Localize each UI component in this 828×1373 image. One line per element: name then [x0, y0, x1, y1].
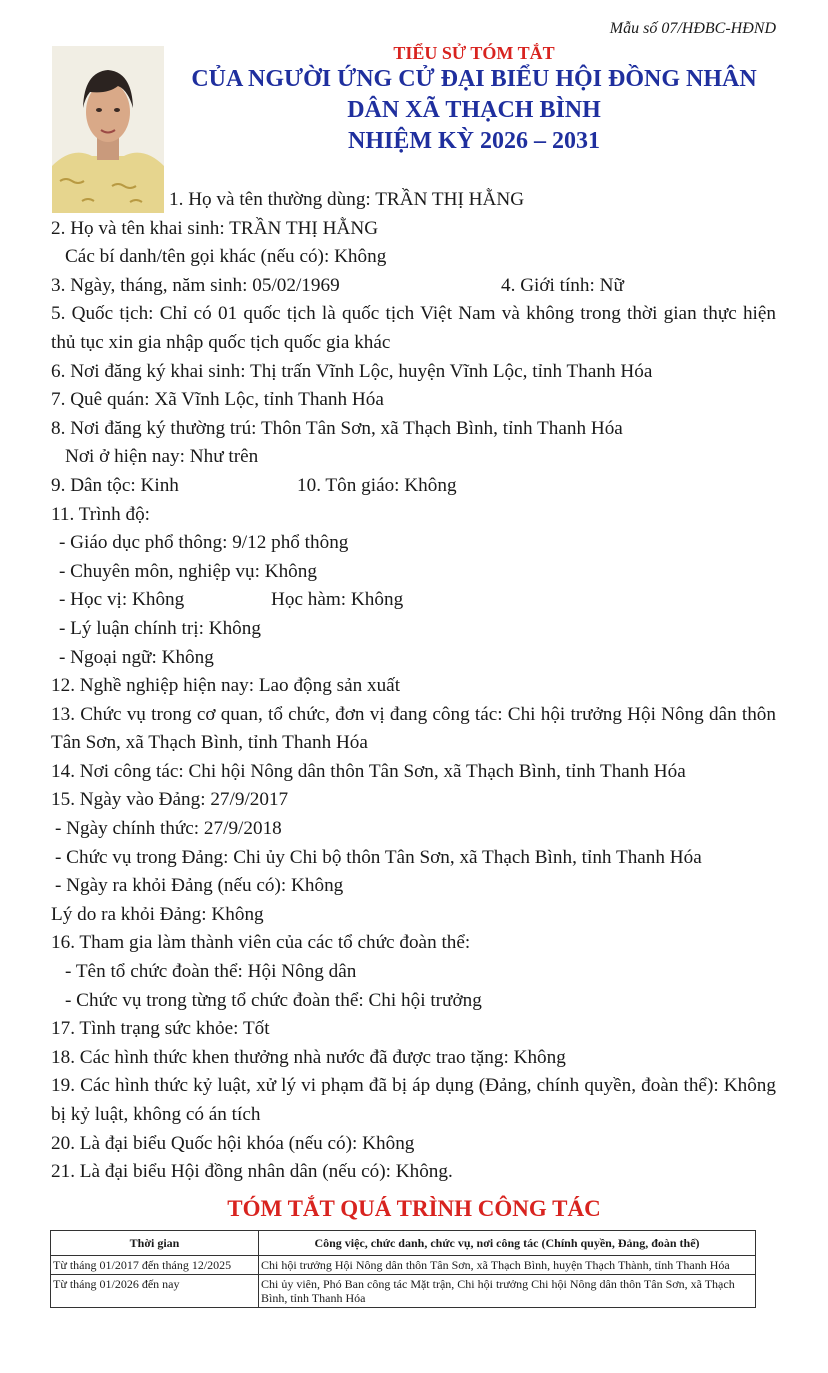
field-specialty: - Chuyên môn, nghiệp vụ: Không	[59, 560, 317, 582]
title-summary: TIỂU SỬ TÓM TẮT	[393, 43, 555, 63]
field-education: 11. Trình độ:	[51, 503, 150, 525]
field-peoples-council: 21. Là đại biểu Hội đồng nhân dân (nếu có): Không.	[51, 1161, 453, 1183]
field-organization-name: - Tên tổ chức đoàn thể: Hội Nông dân	[65, 961, 357, 983]
field-hometown: 7. Quê quán: Xã Vĩnh Lộc, tỉnh Thanh Hóa	[51, 389, 384, 411]
field-party-leave-reason: Lý do ra khỏi Đảng: Không	[51, 903, 264, 925]
column-header-job: Công việc, chức danh, chức vụ, nơi công tác (Chính quyền, Đảng, đoàn thể)	[259, 1231, 756, 1256]
field-party-official-date: - Ngày chính thức: 27/9/2018	[55, 818, 282, 840]
field-health: 17. Tình trạng sức khỏe: Tốt	[51, 1018, 270, 1040]
field-workplace: 14. Nơi công tác: Chi hội Nông dân thôn Tân Sơn, xã Thạch Bình, tỉnh Thanh Hóa	[51, 760, 686, 782]
field-permanent-residence: 8. Nơi đăng ký thường trú: Thôn Tân Sơn, xã Thạch Bình, tỉnh Thanh Hóa	[51, 417, 623, 439]
field-birth-name: 2. Họ và tên khai sinh: TRẦN THỊ HẰNG	[51, 217, 379, 239]
column-header-time: Thời gian	[51, 1231, 259, 1256]
field-dob-gender	[51, 272, 776, 301]
field-nationality: 5. Quốc tịch: Chỉ có 01 quốc tịch là quốc tịch Việt Nam và không trong thời gian thực hiện thủ tục xin gia nhập quốc tịch quốc gia khác	[51, 303, 776, 353]
field-common-name: 1. Họ và tên thường dùng: TRẦN THỊ HẰNG	[169, 189, 525, 210]
title-line-3: NHIỆM KỲ 2026 – 2031	[348, 128, 600, 154]
cell-job: Chi hội trưởng Hội Nông dân thôn Tân Sơn, xã Thạch Bình, huyện Thạch Thành, tỉnh Thanh Hóa	[259, 1256, 756, 1275]
field-religion: 10. Tôn giáo: Không	[297, 474, 457, 496]
field-gender: 4. Giới tính: Nữ	[501, 274, 624, 296]
field-dob: 3. Ngày, tháng, năm sinh: 05/02/1969	[51, 274, 340, 296]
field-current-residence: Nơi ở hiện nay: Như trên	[65, 446, 259, 468]
field-ethnicity-religion	[51, 472, 776, 501]
cell-time: Từ tháng 01/2017 đến tháng 12/2025	[51, 1256, 259, 1275]
field-degree: - Học vị: Không	[59, 589, 185, 611]
field-organizations: 16. Tham gia làm thành viên của các tổ chức đoàn thể:	[51, 932, 471, 954]
field-national-assembly: 20. Là đại biểu Quốc hội khóa (nếu có): Không	[51, 1132, 415, 1154]
field-foreign-language: - Ngoại ngữ: Không	[59, 646, 214, 668]
biography-fields	[51, 186, 776, 1187]
field-party-position: - Chức vụ trong Đảng: Chi ủy Chi bộ thôn Tân Sơn, xã Thạch Bình, tỉnh Thanh Hóa	[55, 846, 702, 868]
field-organization-role: - Chức vụ trong từng tổ chức đoàn thể: Chi hội trưởng	[65, 989, 482, 1011]
field-birth-registration: 6. Nơi đăng ký khai sinh: Thị trấn Vĩnh Lộc, huyện Vĩnh Lộc, tỉnh Thanh Hóa	[51, 360, 653, 382]
title-line-2: DÂN XÃ THẠCH BÌNH	[347, 97, 601, 123]
field-degree-title	[51, 586, 776, 615]
field-discipline: 19. Các hình thức kỷ luật, xử lý vi phạm đã bị áp dụng (Đảng, chính quyền, đoàn thể): Không bị kỷ luật, không có án tích	[51, 1075, 776, 1125]
field-awards: 18. Các hình thức khen thưởng nhà nước đã được trao tặng: Không	[51, 1046, 566, 1068]
field-ethnicity: 9. Dân tộc: Kinh	[51, 474, 179, 496]
document-title	[170, 42, 778, 157]
table-row	[51, 1275, 756, 1308]
work-history-table	[50, 1230, 756, 1308]
work-history-title: TÓM TẮT QUÁ TRÌNH CÔNG TÁC	[227, 1196, 601, 1221]
field-occupation: 12. Nghề nghiệp hiện nay: Lao động sản xuất	[51, 675, 401, 697]
field-general-education: - Giáo dục phổ thông: 9/12 phổ thông	[59, 532, 349, 554]
form-number: Mẫu số 07/HĐBC-HĐND	[609, 20, 776, 37]
field-party-leave-date: - Ngày ra khỏi Đảng (nếu có): Không	[55, 875, 344, 897]
field-party-join-date: 15. Ngày vào Đảng: 27/9/2017	[51, 789, 289, 811]
table-row	[51, 1256, 756, 1275]
cell-time: Từ tháng 01/2026 đến nay	[51, 1275, 259, 1308]
field-academic-title: Học hàm: Không	[271, 589, 404, 611]
table-header-row	[51, 1231, 756, 1256]
field-position: 13. Chức vụ trong cơ quan, tổ chức, đơn vị đang công tác: Chi hội trưởng Hội Nông dân thôn Tân Sơn, xã Thạch Bình, tỉnh Thanh Hóa	[51, 703, 776, 754]
cell-job: Chi ủy viên, Phó Ban công tác Mặt trận, Chi hội trưởng Chi hội Nông dân thôn Tân Sơn, xã Thạch Bình, tỉnh Thanh Hóa	[259, 1275, 756, 1308]
field-political-theory: - Lý luận chính trị: Không	[59, 617, 261, 639]
title-line-1: CỦA NGƯỜI ỨNG CỬ ĐẠI BIỂU HỘI ĐỒNG NHÂN	[191, 66, 757, 92]
field-aliases: Các bí danh/tên gọi khác (nếu có): Không	[65, 246, 387, 268]
